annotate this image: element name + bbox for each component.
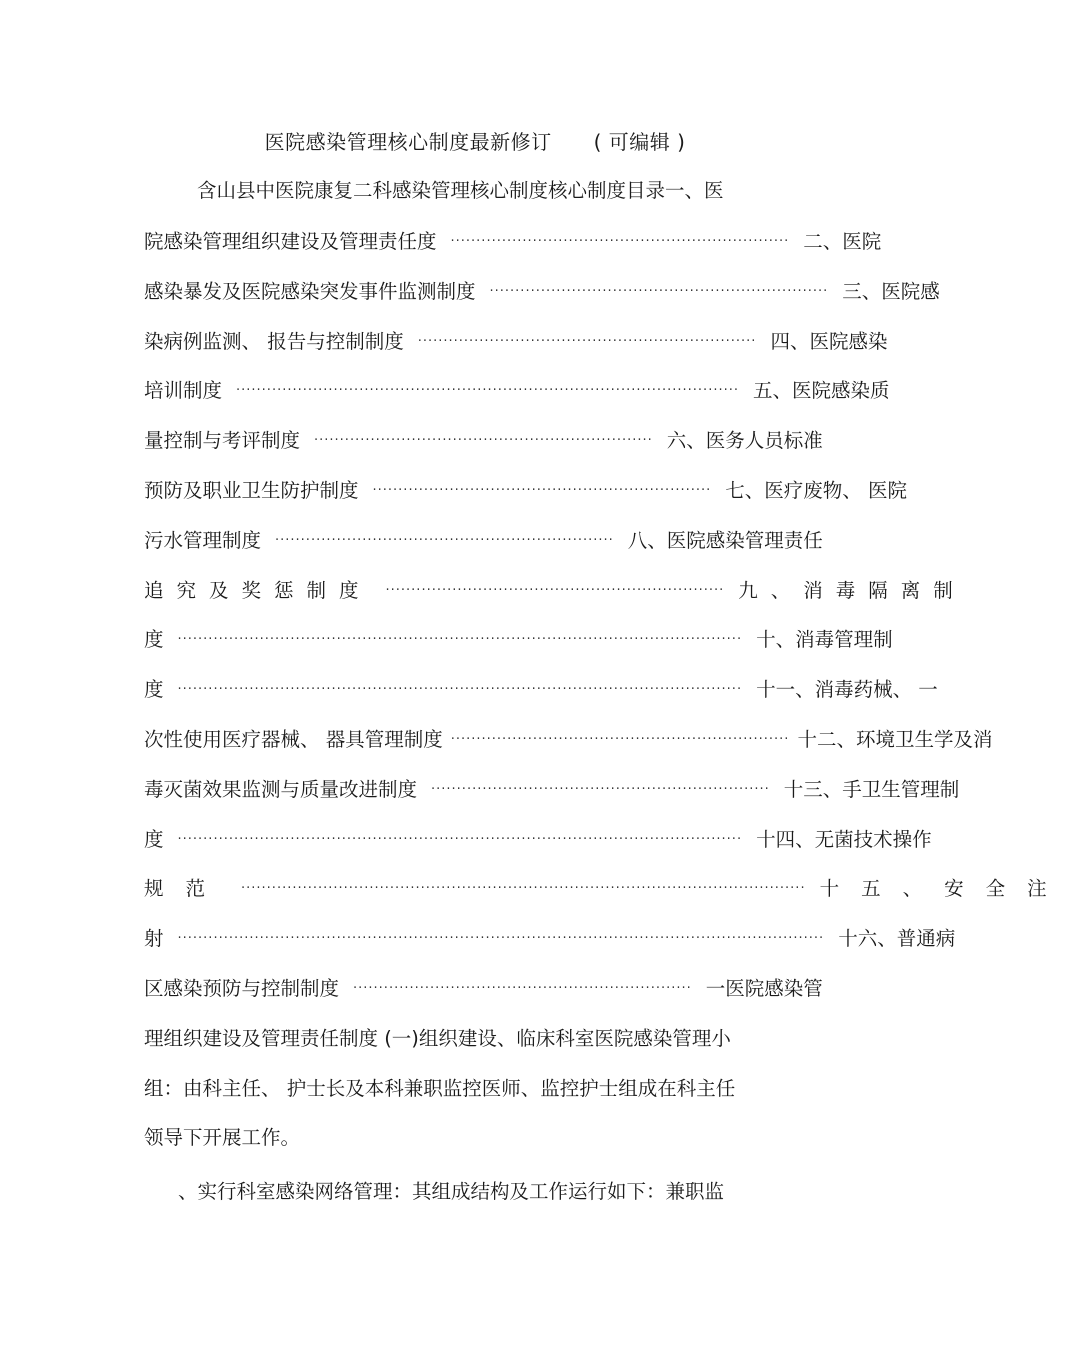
dot-leader: ·································································· — [450, 732, 790, 747]
toc-next-entry: 八、医院感染管理责任 — [627, 529, 823, 552]
dot-leader: ·············································································································· — [241, 881, 806, 896]
text-line — [197, 175, 797, 207]
title-suffix: ( 可编辑 ) — [593, 130, 686, 154]
toc-entry-text: 区感染预防与控制制度 — [144, 977, 340, 1000]
line-text: 、实行科室感染网络管理：其组成结构及工作运行如下：兼职监 — [178, 1180, 725, 1203]
dot-leader: ·································································· — [385, 583, 725, 598]
document-title — [0, 128, 950, 156]
title-main: 医院感染管理核心制度最新修订 — [264, 130, 552, 154]
toc-next-entry: 四、医院感染 — [770, 330, 888, 353]
toc-line — [144, 624, 893, 656]
toc-entry-text: 次性使用医疗器械、 器具管理制度 — [144, 728, 443, 751]
dot-leader: ·································································· — [372, 483, 712, 498]
toc-entry-text: 追究及奖惩制度 — [144, 579, 372, 602]
toc-next-entry: 十二、环境卫生学及消 — [797, 728, 993, 751]
toc-entry-text: 感染暴发及医院感染突发事件监测制度 — [144, 280, 476, 303]
toc-line — [144, 674, 938, 706]
toc-line — [144, 724, 993, 756]
line-text: 含山县中医院康复二科感染管理核心制度核心制度目录一、医 — [197, 179, 724, 202]
line-text: 组：由科主任、 护士长及本科兼职监控医师、监控护士组成在科主任 — [144, 1077, 736, 1100]
toc-next-entry: 十五、安全注 — [819, 877, 1069, 900]
dot-leader: ·············································································································· — [177, 632, 743, 647]
toc-line — [144, 923, 956, 955]
dot-leader: ·································································· — [353, 981, 692, 996]
toc-line — [144, 326, 888, 358]
body-line — [144, 1023, 806, 1055]
toc-line — [144, 774, 960, 806]
dot-leader: ·································································· — [275, 533, 614, 548]
dot-leader: ·············································································································· — [177, 832, 743, 847]
dot-leader: ·································································· — [489, 284, 829, 299]
toc-entry-text: 预防及职业卫生防护制度 — [144, 479, 359, 502]
toc-next-entry: 三、医院感 — [842, 280, 940, 303]
toc-entry-text: 院感染管理组织建设及管理责任度 — [144, 230, 437, 253]
toc-entry-text: 染病例监测、 报告与控制制度 — [144, 330, 404, 353]
toc-next-entry: 一医院感染管 — [705, 977, 823, 1000]
toc-line — [144, 525, 823, 557]
toc-entry-text: 度 — [144, 628, 164, 651]
dot-leader: ·············································································································· — [177, 682, 743, 697]
toc-entry-text: 培训制度 — [144, 379, 223, 402]
body-line — [144, 1122, 806, 1154]
toc-entry-text: 度 — [144, 828, 164, 851]
dot-leader: ·································································································· — [236, 383, 739, 398]
toc-entry-text: 规范 — [144, 877, 228, 900]
toc-next-entry: 十六、普通病 — [838, 927, 956, 950]
dot-leader: ·································································· — [431, 782, 770, 797]
toc-next-entry: 二、医院 — [803, 230, 882, 253]
toc-line — [144, 873, 1069, 905]
toc-entry-text: 射 — [144, 927, 164, 950]
line-text: 理组织建设及管理责任制度 (一)组织建设、临床科室医院感染管理小 — [144, 1027, 731, 1050]
toc-next-entry: 七、医疗废物、 医院 — [725, 479, 907, 502]
toc-line — [144, 375, 890, 407]
toc-line — [144, 824, 932, 856]
toc-next-entry: 六、医务人员标准 — [666, 429, 823, 452]
dot-leader: ·································································· — [417, 334, 757, 349]
toc-next-entry: 九、消毒隔离制 — [738, 579, 966, 602]
line-text: 领导下开展工作。 — [144, 1126, 301, 1149]
toc-entry-text: 污水管理制度 — [144, 529, 262, 552]
toc-entry-text: 量控制与考评制度 — [144, 429, 301, 452]
toc-entry-text: 毒灭菌效果监测与质量改进制度 — [144, 778, 418, 801]
toc-next-entry: 十四、无菌技术操作 — [756, 828, 932, 851]
dot-leader: ·································································· — [314, 433, 653, 448]
toc-line — [144, 276, 940, 308]
toc-entry-text: 度 — [144, 678, 164, 701]
toc-next-entry: 十三、手卫生管理制 — [783, 778, 960, 801]
toc-next-entry: 五、医院感染质 — [752, 379, 890, 402]
toc-line — [144, 475, 907, 507]
body-line — [144, 1073, 806, 1105]
body-line — [178, 1176, 778, 1208]
dot-leader: ·································································· — [450, 234, 790, 249]
toc-line — [144, 226, 882, 258]
toc-next-entry: 十、消毒管理制 — [756, 628, 893, 651]
toc-line — [144, 425, 823, 457]
toc-line — [144, 575, 966, 607]
dot-leader: ······························································································································ — [177, 931, 825, 946]
toc-line — [144, 973, 823, 1005]
toc-next-entry: 十一、消毒药械、 一 — [756, 678, 938, 701]
